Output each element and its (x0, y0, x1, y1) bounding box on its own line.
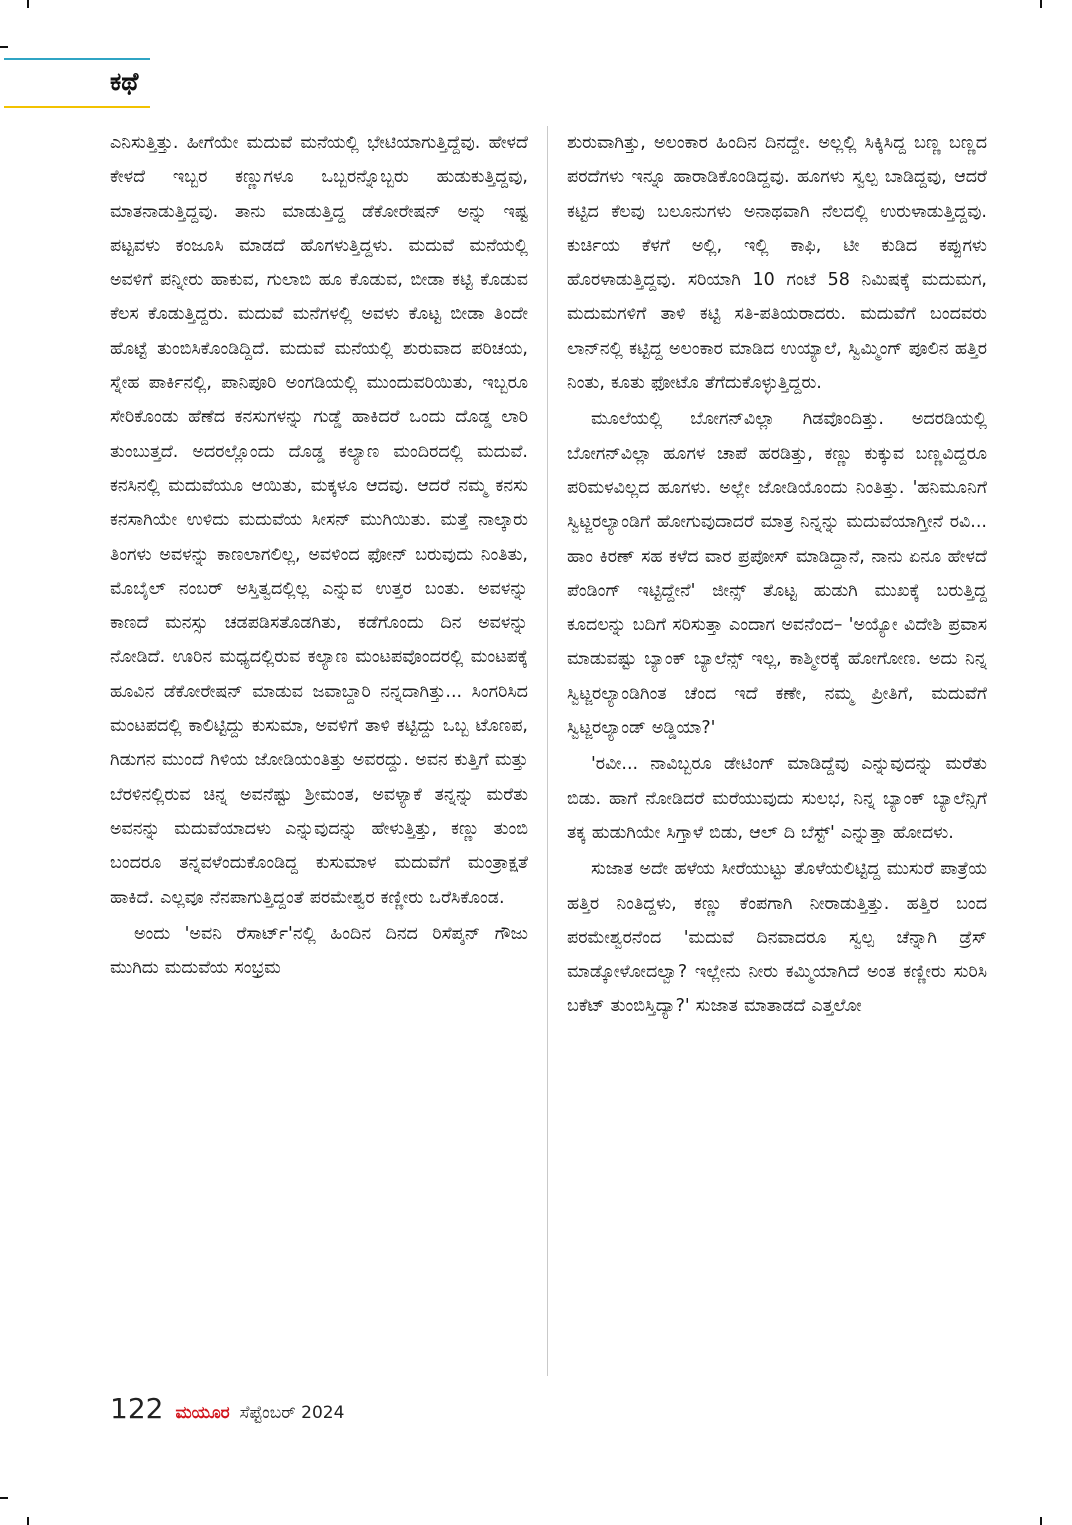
issue-date: ಸೆಪ್ಟೆಂಬರ್ 2024 (239, 1403, 345, 1423)
crop-mark (0, 46, 8, 48)
paragraph: ಎನಿಸುತ್ತಿತ್ತು. ಹೀಗೆಯೇ ಮದುವೆ ಮನೆಯಲ್ಲಿ ಭೇಟಿಯಾಗುತ್ತಿದ್ದೆವು. ಹೇಳದೆ ಕೇಳದೆ ಇಬ್ಬರ ಕಣ್ಣುಗಳೂ ಒಬ್ಬರನ್ನೊಬ್ಬರು ಹುಡುಕುತ್ತಿದ್ದವು, ಮಾತನಾಡುತ್ತಿದ್ದವು. ತಾನು ಮಾಡುತ್ತಿದ್ದ ಡೆಕೋರೇಷನ್ ಅನ್ನು ಇಷ್ಟ ಪಟ್ಟವಳು ಕಂಜೂಸಿ ಮಾಡದೆ ಹೊಗಳುತ್ತಿದ್ದಳು. ಮದುವೆ ಮನೆಯಲ್ಲಿ ಅವಳಿಗೆ ಪನ್ನೀರು ಹಾಕುವ, ಗುಲಾಬಿ ಹೂ ಕೊಡುವ, ಬೀಡಾ ಕಟ್ಟಿ ಕೊಡುವ ಕೆಲಸ ಕೊಡುತ್ತಿದ್ದರು. ಮದುವೆ ಮನೆಗಳಲ್ಲಿ ಅವಳು ಕೊಟ್ಟ ಬೀಡಾ ತಿಂದೇ ಹೊಟ್ಟೆ ತುಂಬಿಸಿಕೊಂಡಿದ್ದಿದೆ. ಮದುವೆ ಮನೆಯಲ್ಲಿ ಶುರುವಾದ ಪರಿಚಯ, ಸ್ನೇಹ ಪಾರ್ಕಿನಲ್ಲಿ, ಪಾನಿಪೂರಿ ಅಂಗಡಿಯಲ್ಲಿ ಮುಂದುವರಿಯಿತು, ಇಬ್ಬರೂ ಸೇರಿಕೊಂಡು ಹೆಣೆದ ಕನಸುಗಳನ್ನು ಗುಡ್ಡೆ ಹಾಕಿದರೆ ಒಂದು ದೊಡ್ಡ ಲಾರಿ ತುಂಬುತ್ತದೆ. ಅದರಲ್ಲೊಂದು ದೊಡ್ಡ ಕಲ್ಯಾಣ ಮಂದಿರದಲ್ಲಿ ಮದುವೆ. ಕನಸಿನಲ್ಲಿ ಮದುವೆಯೂ ಆಯಿತು, ಮಕ್ಕಳೂ ಆದವು. ಆದರೆ ನಮ್ಮ ಕನಸು ಕನಸಾಗಿಯೇ ಉಳಿದು ಮದುವೆಯ ಸೀಸನ್ ಮುಗಿಯಿತು. ಮತ್ತೆ ನಾಲ್ಕಾರು ತಿಂಗಳು ಅವಳನ್ನು ಕಾಣಲಾಗಲಿಲ್ಲ, ಅವಳಿಂದ ಫೋನ್ ಬರುವುದು ನಿಂತಿತು, ಮೊಬೈಲ್ ನಂಬರ್ ಅಸ್ತಿತ್ವದಲ್ಲಿಲ್ಲ ಎನ್ನುವ ಉತ್ತರ ಬಂತು. ಅವಳನ್ನು ಕಾಣದೆ ಮನಸ್ಸು ಚಡಪಡಿಸತೊಡಗಿತು, ಕಡೆಗೊಂದು ದಿನ ಅವಳನ್ನು ನೋಡಿದೆ. ಊರಿನ ಮಧ್ಯದಲ್ಲಿರುವ ಕಲ್ಯಾಣ ಮಂಟಪವೊಂದರಲ್ಲಿ ಮಂಟಪಕ್ಕೆ ಹೂವಿನ ಡೆಕೋರೇಷನ್ ಮಾಡುವ ಜವಾಬ್ದಾರಿ ನನ್ನದಾಗಿತ್ತು... ಸಿಂಗರಿಸಿದ ಮಂಟಪದಲ್ಲಿ ಕಾಲಿಟ್ಟಿದ್ದು ಕುಸುಮಾ, ಅವಳಿಗೆ ತಾಳಿ ಕಟ್ಟಿದ್ದು ಒಬ್ಬ ಟೊಣಪ, ಗಿಡುಗನ ಮುಂದೆ ಗಿಳಿಯ ಜೋಡಿಯಂತಿತ್ತು ಅವರದ್ದು. ಅವನ ಕುತ್ತಿಗೆ ಮತ್ತು ಬೆರಳಿನಲ್ಲಿರುವ ಚಿನ್ನ ಅವನೆಷ್ಟು ಶ್ರೀಮಂತ, ಅವಳ್ಯಾಕೆ ತನ್ನನ್ನು ಮರೆತು ಅವನನ್ನು ಮದುವೆಯಾದಳು ಎನ್ನುವುದನ್ನು ಹೇಳುತ್ತಿತ್ತು, ಕಣ್ಣು ತುಂಬಿ ಬಂದರೂ ತನ್ನವಳೆಂದುಕೊಂಡಿದ್ದ ಕುಸುಮಾಳ ಮದುವೆಗೆ ಮಂತ್ರಾಕ್ಷತೆ ಹಾಕಿದೆ. ಎಲ್ಲವೂ ನೆನಪಾಗುತ್ತಿದ್ದಂತೆ ಪರಮೇಶ್ವರ ಕಣ್ಣೀರು ಒರೆಸಿಕೊಂಡ. (110, 133, 528, 908)
page-footer (110, 1392, 344, 1432)
crop-mark (0, 1497, 8, 1499)
paragraph: ಸುಜಾತ ಅದೇ ಹಳೆಯ ಸೀರೆಯುಟ್ಟು ತೊಳೆಯಲಿಟ್ಟಿದ್ದ ಮುಸುರೆ ಪಾತ್ರೆಯ ಹತ್ತಿರ ನಿಂತಿದ್ದಳು, ಕಣ್ಣು ಕೆಂಪಗಾಗಿ ನೀರಾಡುತ್ತಿತ್ತು. ಹತ್ತಿರ ಬಂದ ಪರಮೇಶ್ವರನೆಂದ 'ಮದುವೆ ದಿನವಾದರೂ ಸ್ವಲ್ಪ ಚೆನ್ನಾಗಿ ಡ್ರೆಸ್ ಮಾಡ್ಕೋಳೋದಲ್ವಾ? ಇಲ್ಲೇನು ನೀರು ಕಮ್ಮಿಯಾಗಿದೆ ಅಂತ ಕಣ್ಣೀರು ಸುರಿಸಿ ಬಕೆಟ್ ತುಂಬಿಸ್ತಿದ್ಯಾ?' ಸುಜಾತ ಮಾತಾಡದೆ ಎತ್ತಲೋ (567, 859, 987, 1017)
article-column-left (110, 126, 528, 985)
magazine-logo: ಮಯೂರ (175, 1403, 230, 1423)
crop-mark (1040, 0, 1042, 8)
paragraph: 'ರವೀ... ನಾವಿಬ್ಬರೂ ಡೇಟಿಂಗ್ ಮಾಡಿದ್ದೆವು ಎನ್ನುವುದನ್ನು ಮರೆತು ಬಿಡು. ಹಾಗೆ ನೋಡಿದರೆ ಮರೆಯುವುದು ಸುಲಭ, ನಿನ್ನ ಬ್ಯಾಂಕ್ ಬ್ಯಾಲೆನ್ಸಿಗೆ ತಕ್ಕ ಹುಡುಗಿಯೇ ಸಿಗ್ತಾಳೆ ಬಿಡು, ಆಲ್ ದಿ ಬೆಸ್ಟ್' ಎನ್ನುತ್ತಾ ಹೋದಳು. (567, 754, 987, 843)
section-header (4, 58, 150, 108)
page-number: 122 (110, 1392, 164, 1425)
paragraph: ಶುರುವಾಗಿತ್ತು, ಅಲಂಕಾರ ಹಿಂದಿನ ದಿನದ್ದೇ. ಅಲ್ಲಲ್ಲಿ ಸಿಕ್ಕಿಸಿದ್ದ ಬಣ್ಣ ಬಣ್ಣದ ಪರದೆಗಳು ಇನ್ನೂ ಹಾರಾಡಿಕೊಂಡಿದ್ದವು. ಹೂಗಳು ಸ್ವಲ್ಪ ಬಾಡಿದ್ದವು, ಆದರೆ ಕಟ್ಟಿದ ಕೆಲವು ಬಲೂನುಗಳು ಅನಾಥವಾಗಿ ನೆಲದಲ್ಲಿ ಉರುಳಾಡುತ್ತಿದ್ದವು. ಕುರ್ಚಿಯ ಕೆಳಗೆ ಅಲ್ಲಿ, ಇಲ್ಲಿ ಕಾಫಿ, ಟೀ ಕುಡಿದ ಕಪ್ಪುಗಳು ಹೊರಳಾಡುತ್ತಿದ್ದವು. ಸರಿಯಾಗಿ 10 ಗಂಟೆ 58 ನಿಮಿಷಕ್ಕೆ ಮದುಮಗ, ಮದುಮಗಳಿಗೆ ತಾಳಿ ಕಟ್ಟಿ ಸತಿ-ಪತಿಯರಾದರು. ಮದುವೆಗೆ ಬಂದವರು ಲಾನ್‌ನಲ್ಲಿ ಕಟ್ಟಿದ್ದ ಅಲಂಕಾರ ಮಾಡಿದ ಉಯ್ಯಾಲೆ, ಸ್ವಿಮ್ಮಿಂಗ್ ಪೂಲಿನ ಹತ್ತಿರ ನಿಂತು, ಕೂತು ಫೋಟೊ ತೆಗೆದುಕೊಳ್ಳುತ್ತಿದ್ದರು. (567, 133, 987, 394)
crop-mark (27, 0, 29, 8)
section-rule-top (4, 58, 150, 60)
section-label: ಕಥೆ (110, 67, 139, 96)
section-rule-bottom (4, 106, 150, 108)
article-column-right (567, 126, 987, 1024)
paragraph: ಅಂದು 'ಅವನಿ ರೆಸಾರ್ಟ್'ನಲ್ಲಿ ಹಿಂದಿನ ದಿನದ ರಿಸೆಪ್ಶನ್ ಗೌಜು ಮುಗಿದು ಮದುವೆಯ ಸಂಭ್ರಮ (110, 923, 528, 979)
paragraph: ಮೂಲೆಯಲ್ಲಿ ಬೋಗನ್‌ವಿಲ್ಲಾ ಗಿಡವೊಂದಿತ್ತು. ಅದರಡಿಯಲ್ಲಿ ಬೋಗನ್‌ವಿಲ್ಲಾ ಹೂಗಳ ಚಾಪೆ ಹರಡಿತ್ತು, ಕಣ್ಣು ಕುಕ್ಕುವ ಬಣ್ಣವಿದ್ದರೂ ಪರಿಮಳವಿಲ್ಲದ ಹೂಗಳು. ಅಲ್ಲೇ ಜೋಡಿಯೊಂದು ನಿಂತಿತ್ತು. 'ಹನಿಮೂನಿಗೆ ಸ್ವಿಟ್ಜರಲ್ಯಾಂಡಿಗೆ ಹೋಗುವುದಾದರೆ ಮಾತ್ರ ನಿನ್ನನ್ನು ಮದುವೆಯಾಗ್ತೀನೆ ರವಿ... ಹಾಂ ಕಿರಣ್ ಸಹ ಕಳೆದ ವಾರ ಪ್ರಪೋಸ್ ಮಾಡಿದ್ದಾನೆ, ನಾನು ಏನೂ ಹೇಳದೆ ಪೆಂಡಿಂಗ್ ಇಟ್ಟಿದ್ದೇನೆ' ಜೀನ್ಸ್ ತೊಟ್ಟ ಹುಡುಗಿ ಮುಖಕ್ಕೆ ಬರುತ್ತಿದ್ದ ಕೂದಲನ್ನು ಬದಿಗೆ ಸರಿಸುತ್ತಾ ಎಂದಾಗ ಅವನೆಂದ– 'ಅಯ್ಯೋ ವಿದೇಶಿ ಪ್ರವಾಸ ಮಾಡುವಷ್ಟು ಬ್ಯಾಂಕ್ ಬ್ಯಾಲೆನ್ಸ್ ಇಲ್ಲ, ಕಾಶ್ಮೀರಕ್ಕೆ ಹೋಗೋಣ. ಅದು ನಿನ್ನ ಸ್ವಿಟ್ಜರಲ್ಯಾಂಡಿಗಿಂತ ಚೆಂದ ಇದೆ ಕಣೇ, ನಮ್ಮ ಪ್ರೀತಿಗೆ, ಮದುವೆಗೆ ಸ್ವಿಟ್ಜರಲ್ಯಾಂಡ್ ಅಡ್ಡಿಯಾ?' (567, 409, 987, 739)
crop-mark (27, 1517, 29, 1525)
column-divider (547, 126, 548, 1376)
crop-mark (1040, 1517, 1042, 1525)
